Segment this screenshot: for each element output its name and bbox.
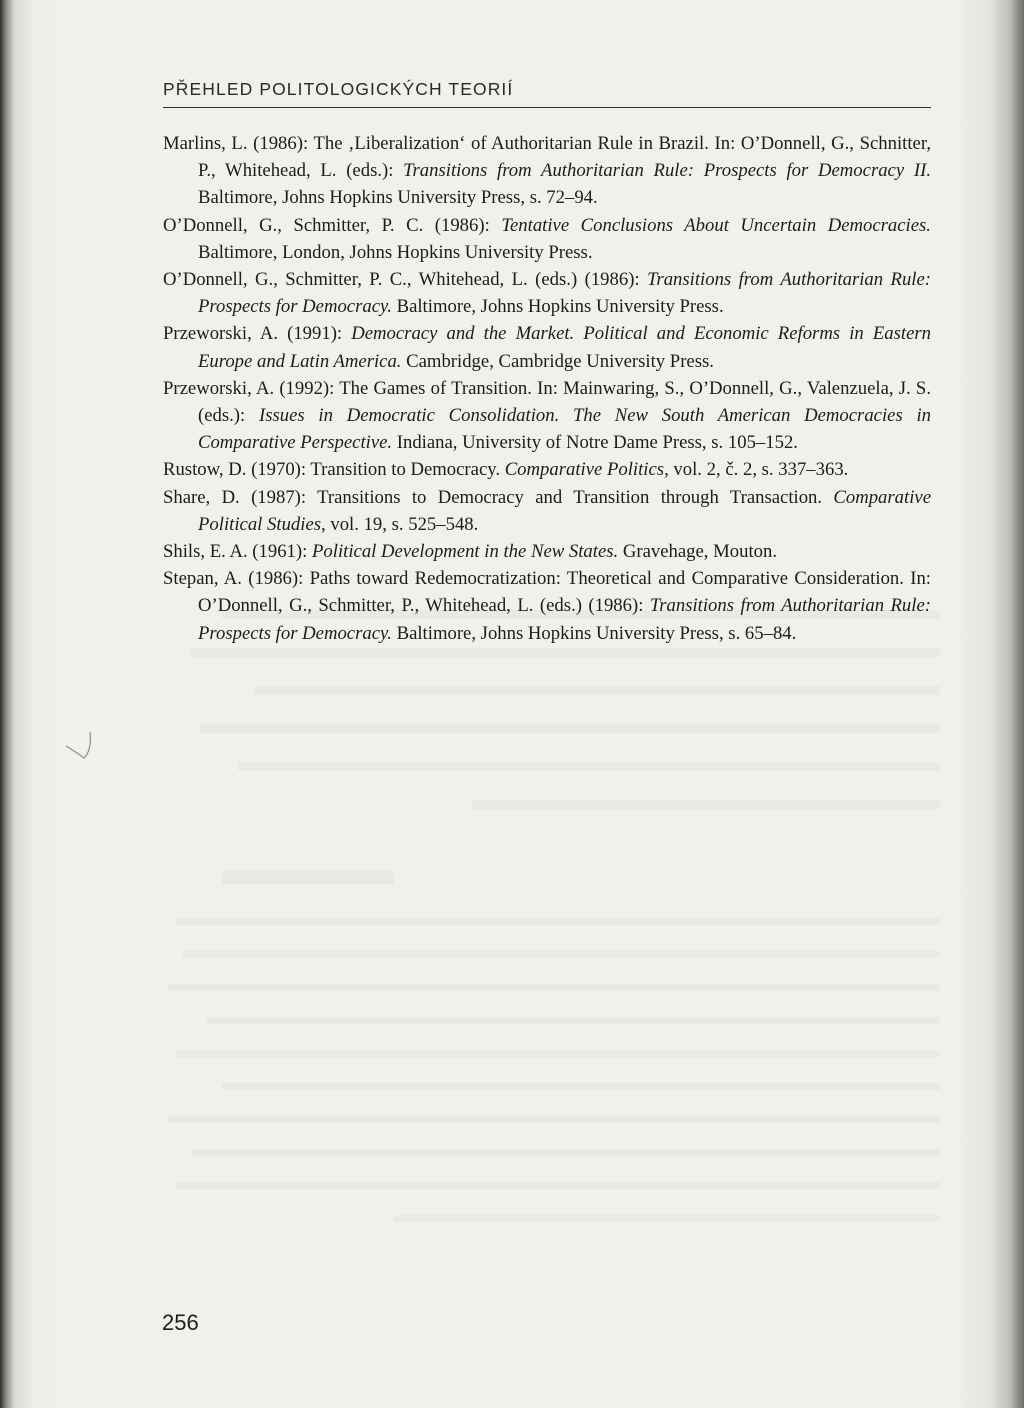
bibliography-entry <box>163 130 931 212</box>
bibliography-entry <box>163 565 931 647</box>
entry-text: Indiana, University of Notre Dame Press, s. 105–152. <box>392 432 798 454</box>
entry-text: Baltimore, Johns Hopkins University Press. <box>391 296 724 318</box>
entry-title-italic: Tentative Conclusions About Uncertain Democracies. <box>501 214 931 236</box>
entry-text: vol. 2, č. 2, s. 337–363. <box>668 459 849 481</box>
entry-text: vol. 19, s. 525–548. <box>325 513 479 535</box>
entry-title-italic: Transitions from Authoritarian Rule: Prospects for Democracy II. <box>403 160 931 182</box>
entry-text: Baltimore, Johns Hopkins University Press, s. 72–94. <box>198 187 598 209</box>
pencil-mark-icon <box>62 730 102 770</box>
bibliography-entry <box>163 456 931 483</box>
bibliography-list <box>163 130 931 647</box>
entry-text: Przeworski, A. (1991): <box>163 323 352 345</box>
entry-text: Gravehage, Mouton. <box>618 541 778 563</box>
entry-text: Share, D. (1987): Transitions to Democracy and Transition through Transaction. <box>163 486 834 508</box>
bibliography-entry <box>163 212 931 266</box>
running-header: PŘEHLED POLITOLOGICKÝCH TEORIÍ <box>163 79 514 99</box>
header-rule <box>163 107 931 108</box>
bibliography-entry <box>163 484 931 538</box>
entry-text: O’Donnell, G., Schmitter, P. C., Whitehead, L. (eds.) (1986): <box>163 269 648 291</box>
entry-text: Przeworski, A. (1992): The Games of Transition. In: Mainwaring, S., O’Donnell, G., Valenzuela, J. S. (eds.): <box>163 377 931 427</box>
entry-text: Baltimore, Johns Hopkins University Press, s. 65–84. <box>391 622 797 644</box>
entry-title-italic: Comparative Political Studies, <box>198 486 931 535</box>
show-through-texture-lower <box>160 870 940 1250</box>
bibliography-entry <box>163 266 931 320</box>
entry-title-italic: Transitions from Authoritarian Rule: Prospects for Democracy. <box>198 595 931 644</box>
entry-title-italic: Issues in Democratic Consolidation. The New South American Democracies in Comparative Perspective. <box>198 405 931 454</box>
entry-text: Baltimore, London, Johns Hopkins University Press. <box>198 241 593 263</box>
entry-text: Shils, E. A. (1961): <box>163 541 312 563</box>
entry-title-italic: Democracy and the Market. Political and Economic Reforms in Eastern Europe and Latin America. <box>198 323 931 372</box>
entry-text: Rustow, D. (1970): Transition to Democracy. <box>163 459 505 481</box>
bibliography-entry <box>163 375 931 457</box>
entry-text: O’Donnell, G., Schmitter, P. C. (1986): <box>163 214 502 236</box>
page-number: 256 <box>162 1310 199 1335</box>
entry-text: Cambridge, Cambridge University Press. <box>401 350 714 372</box>
entry-title-italic: Comparative Politics, <box>504 459 669 481</box>
entry-title-italic: Transitions from Authoritarian Rule: Prospects for Democracy. <box>198 269 931 318</box>
entry-title-italic: Political Development in the New States. <box>312 541 619 563</box>
bibliography-entry <box>163 538 931 565</box>
entry-text: Stepan, A. (1986): Paths toward Redemocratization: Theoretical and Comparative Consideration. In: O’Donnell, G., Schmitter, P., Whitehead, L. (eds.) (1986): <box>163 568 931 617</box>
entry-text: Marlins, L. (1986): The ‚Liberalization‘ of Authoritarian Rule in Brazil. In: O’Donnell, G., Schnitter, P., Whitehead, L. (eds.): <box>163 133 931 182</box>
bibliography-entry <box>163 320 931 374</box>
